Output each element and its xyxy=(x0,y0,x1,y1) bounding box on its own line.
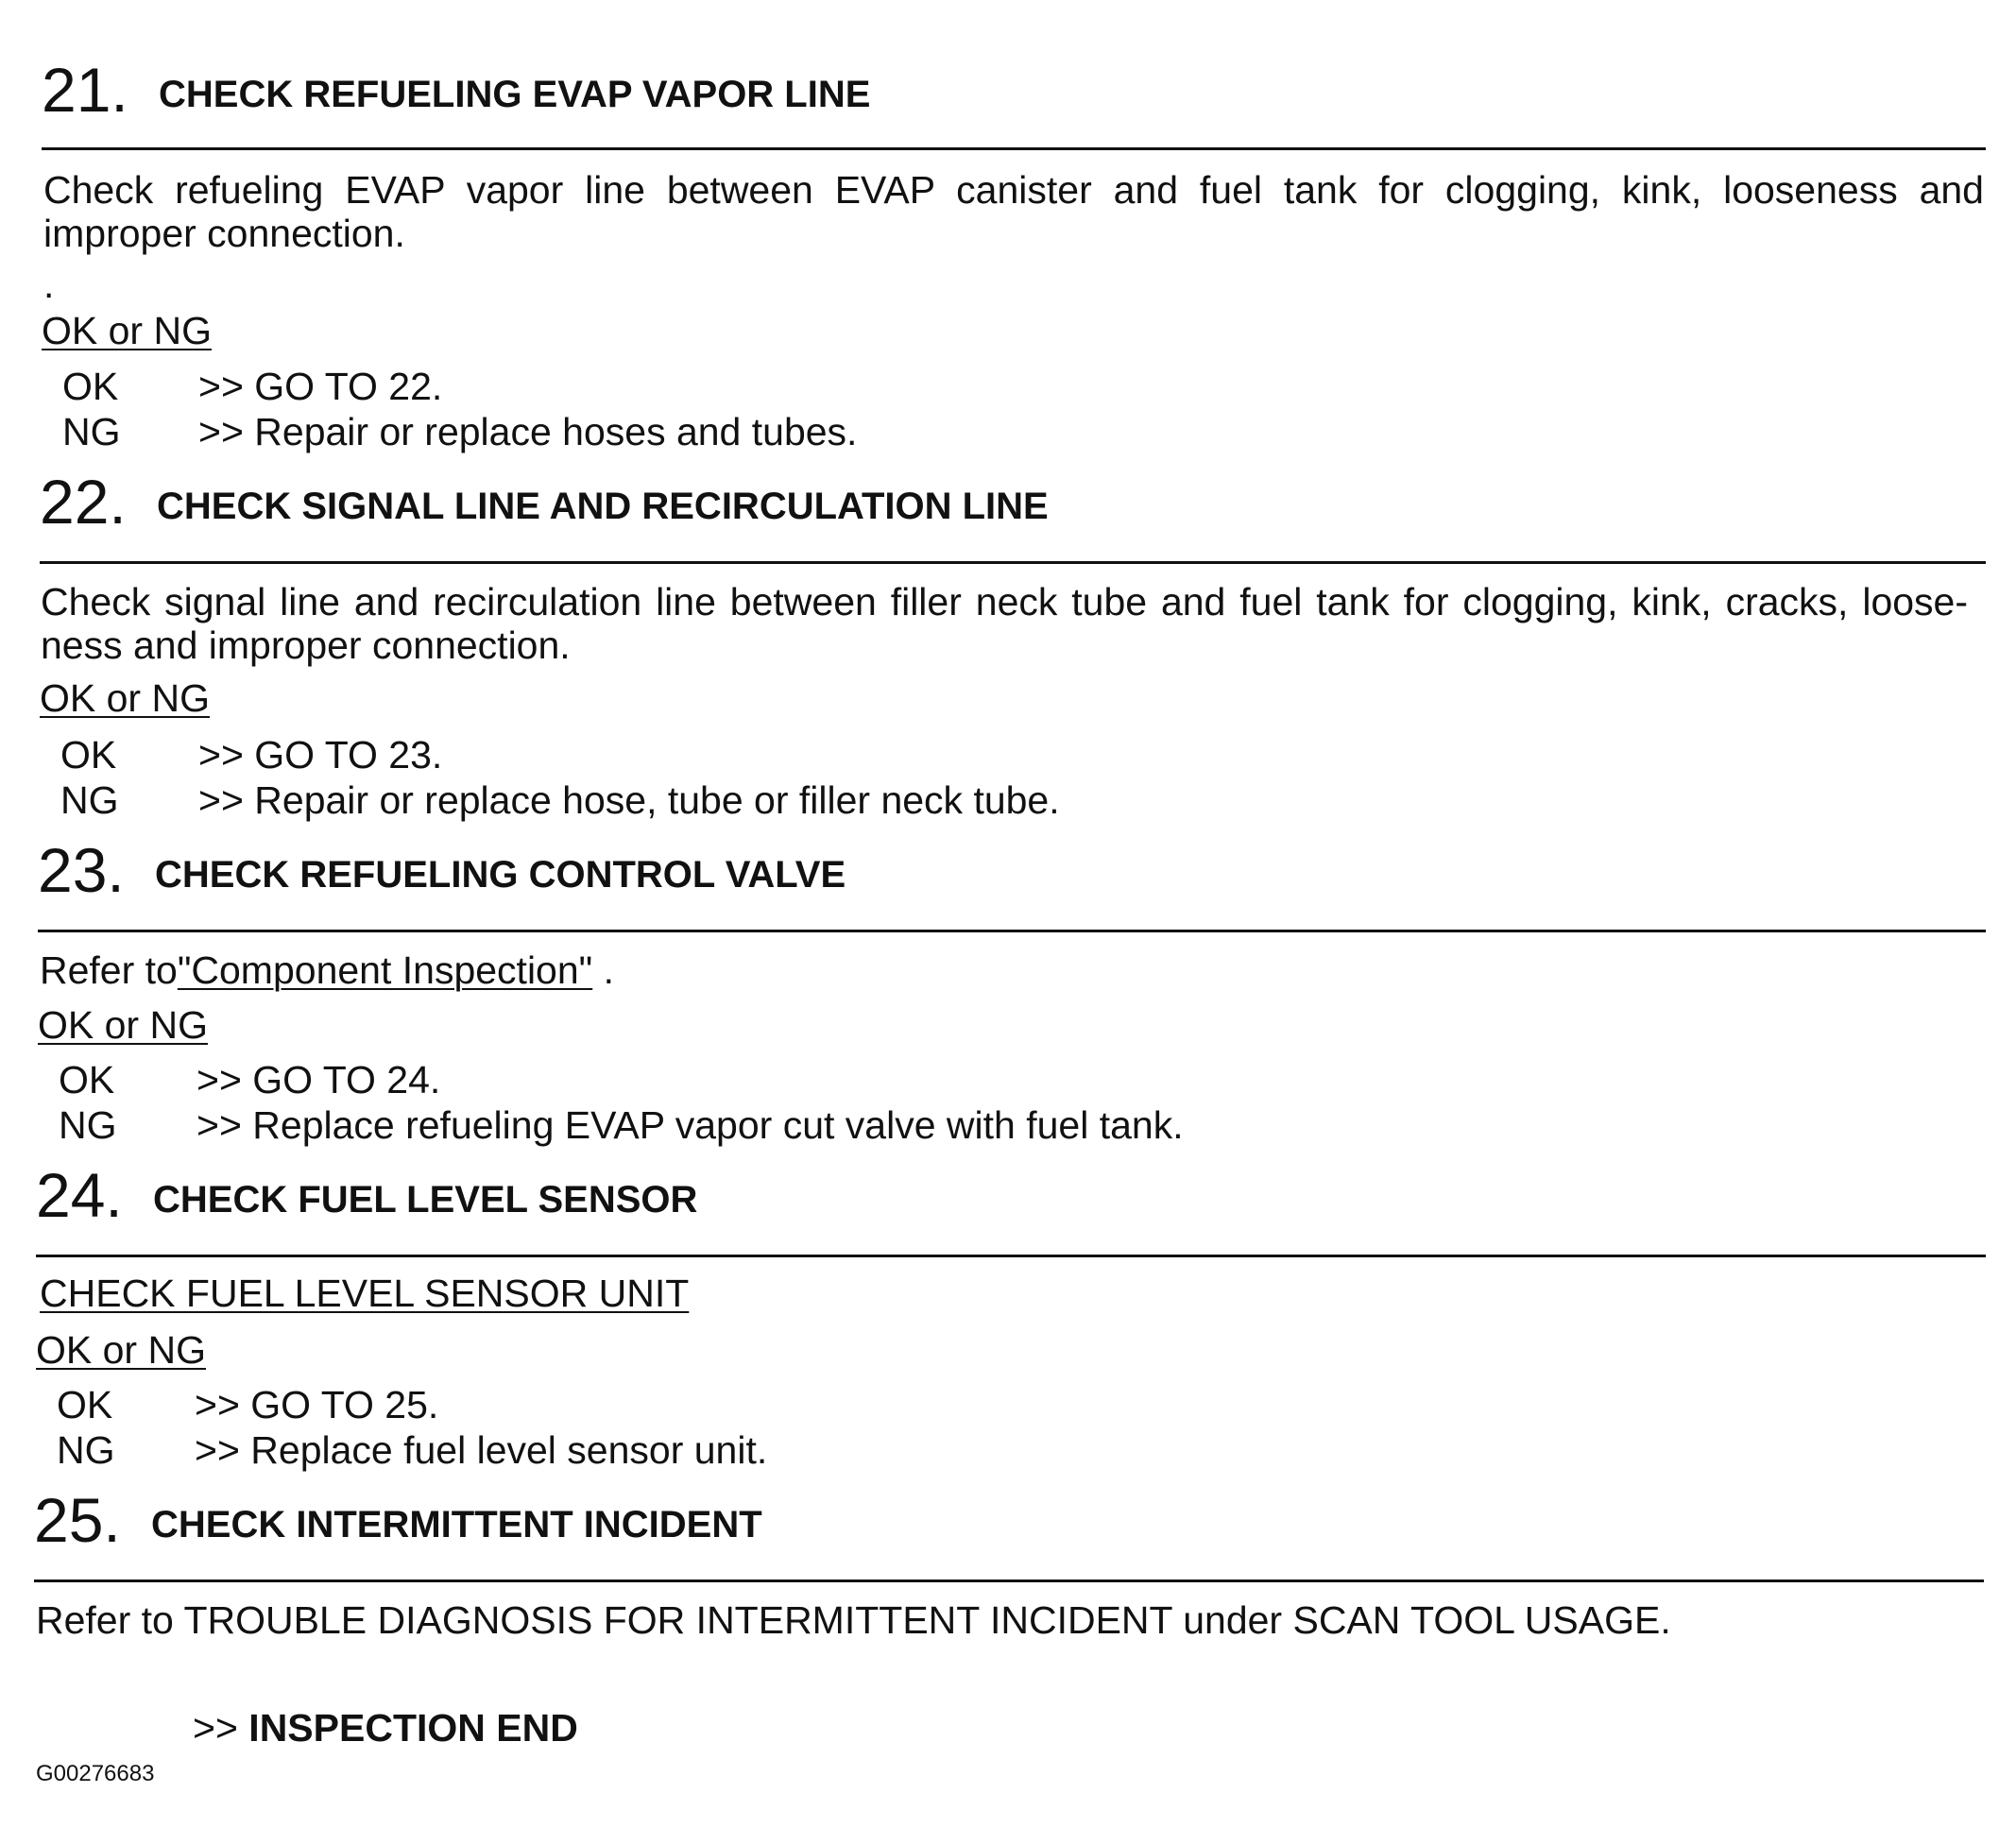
result-code: NG xyxy=(59,1103,117,1147)
result-code: NG xyxy=(57,1428,115,1472)
step-header xyxy=(0,1487,2016,1553)
step-number: 22. xyxy=(40,467,127,537)
end-arrow: >> xyxy=(193,1706,238,1750)
step-header xyxy=(0,57,2016,123)
section-divider xyxy=(42,147,1986,150)
result-ng xyxy=(60,778,1950,822)
step-title: CHECK INTERMITTENT INCIDENT xyxy=(151,1504,762,1545)
refer-to-text: Refer to xyxy=(40,948,178,992)
step-header xyxy=(0,469,2016,535)
step-title: CHECK REFUELING CONTROL VALVE xyxy=(155,854,846,896)
result-ng xyxy=(59,1103,1948,1147)
step-number: 24. xyxy=(36,1160,123,1230)
document-id: G00276683 xyxy=(36,1761,155,1786)
check-fuel-level-sensor-unit-link[interactable]: CHECK FUEL LEVEL SENSOR UNIT xyxy=(40,1272,690,1315)
result-code: NG xyxy=(62,410,121,453)
trailing-period: . xyxy=(592,948,615,992)
step-description xyxy=(40,948,1967,992)
result-code: NG xyxy=(60,778,119,822)
result-code: OK xyxy=(59,1058,115,1101)
result-ok xyxy=(60,733,1950,777)
result-ok xyxy=(59,1058,1948,1101)
result-code: OK xyxy=(62,365,119,408)
result-code: OK xyxy=(57,1383,113,1426)
result-action: >> Replace fuel level sensor unit. xyxy=(195,1428,768,1472)
result-action: >> GO TO 22. xyxy=(198,365,443,408)
result-action: >> Replace refueling EVAP vapor cut valve with fuel tank. xyxy=(196,1103,1184,1147)
section-divider xyxy=(38,930,1986,932)
step-description: Check signal line and recirculation line between filler neck tube and fuel tank for clogging, kink, cracks, loose-ness and improper connection. xyxy=(41,580,1968,667)
step-description: Check refueling EVAP vapor line between EVAP canister and fuel tank for clogging, kink, looseness and improper connection. xyxy=(43,168,1984,255)
ok-or-ng-heading: OK or NG xyxy=(38,1003,208,1047)
section-divider xyxy=(36,1255,1986,1257)
step-description xyxy=(40,1272,1967,1315)
result-action: >> Repair or replace hose, tube or filler neck tube. xyxy=(198,778,1060,822)
step-number: 25. xyxy=(34,1485,121,1555)
ok-or-ng-heading: OK or NG xyxy=(36,1328,206,1372)
step-number: 21. xyxy=(42,55,128,125)
result-action: >> GO TO 24. xyxy=(196,1058,441,1101)
stray-mark: . xyxy=(43,263,55,306)
step-title: CHECK SIGNAL LINE AND RECIRCULATION LINE xyxy=(157,486,1049,527)
result-ok xyxy=(57,1383,1946,1426)
result-action: >> GO TO 23. xyxy=(198,733,443,777)
result-ok xyxy=(62,365,1952,408)
result-code: OK xyxy=(60,733,117,777)
result-ng xyxy=(57,1428,1946,1472)
end-label: INSPECTION END xyxy=(248,1706,578,1750)
result-action: >> GO TO 25. xyxy=(195,1383,439,1426)
step-header xyxy=(0,1162,2016,1228)
step-number: 23. xyxy=(38,835,125,905)
component-inspection-link[interactable]: "Component Inspection" xyxy=(177,948,593,992)
step-title: CHECK FUEL LEVEL SENSOR xyxy=(153,1179,698,1221)
section-divider xyxy=(34,1579,1984,1582)
step-header xyxy=(0,837,2016,903)
step-title: CHECK REFUELING EVAP VAPOR LINE xyxy=(159,74,871,115)
inspection-end xyxy=(193,1706,578,1750)
result-action: >> Repair or replace hoses and tubes. xyxy=(198,410,858,453)
ok-or-ng-heading: OK or NG xyxy=(42,309,212,352)
ok-or-ng-heading: OK or NG xyxy=(40,676,210,720)
step-description: Refer to TROUBLE DIAGNOSIS FOR INTERMITTENT INCIDENT under SCAN TOOL USAGE. xyxy=(36,1598,1671,1642)
section-divider xyxy=(40,561,1986,564)
result-ng xyxy=(62,410,1952,453)
